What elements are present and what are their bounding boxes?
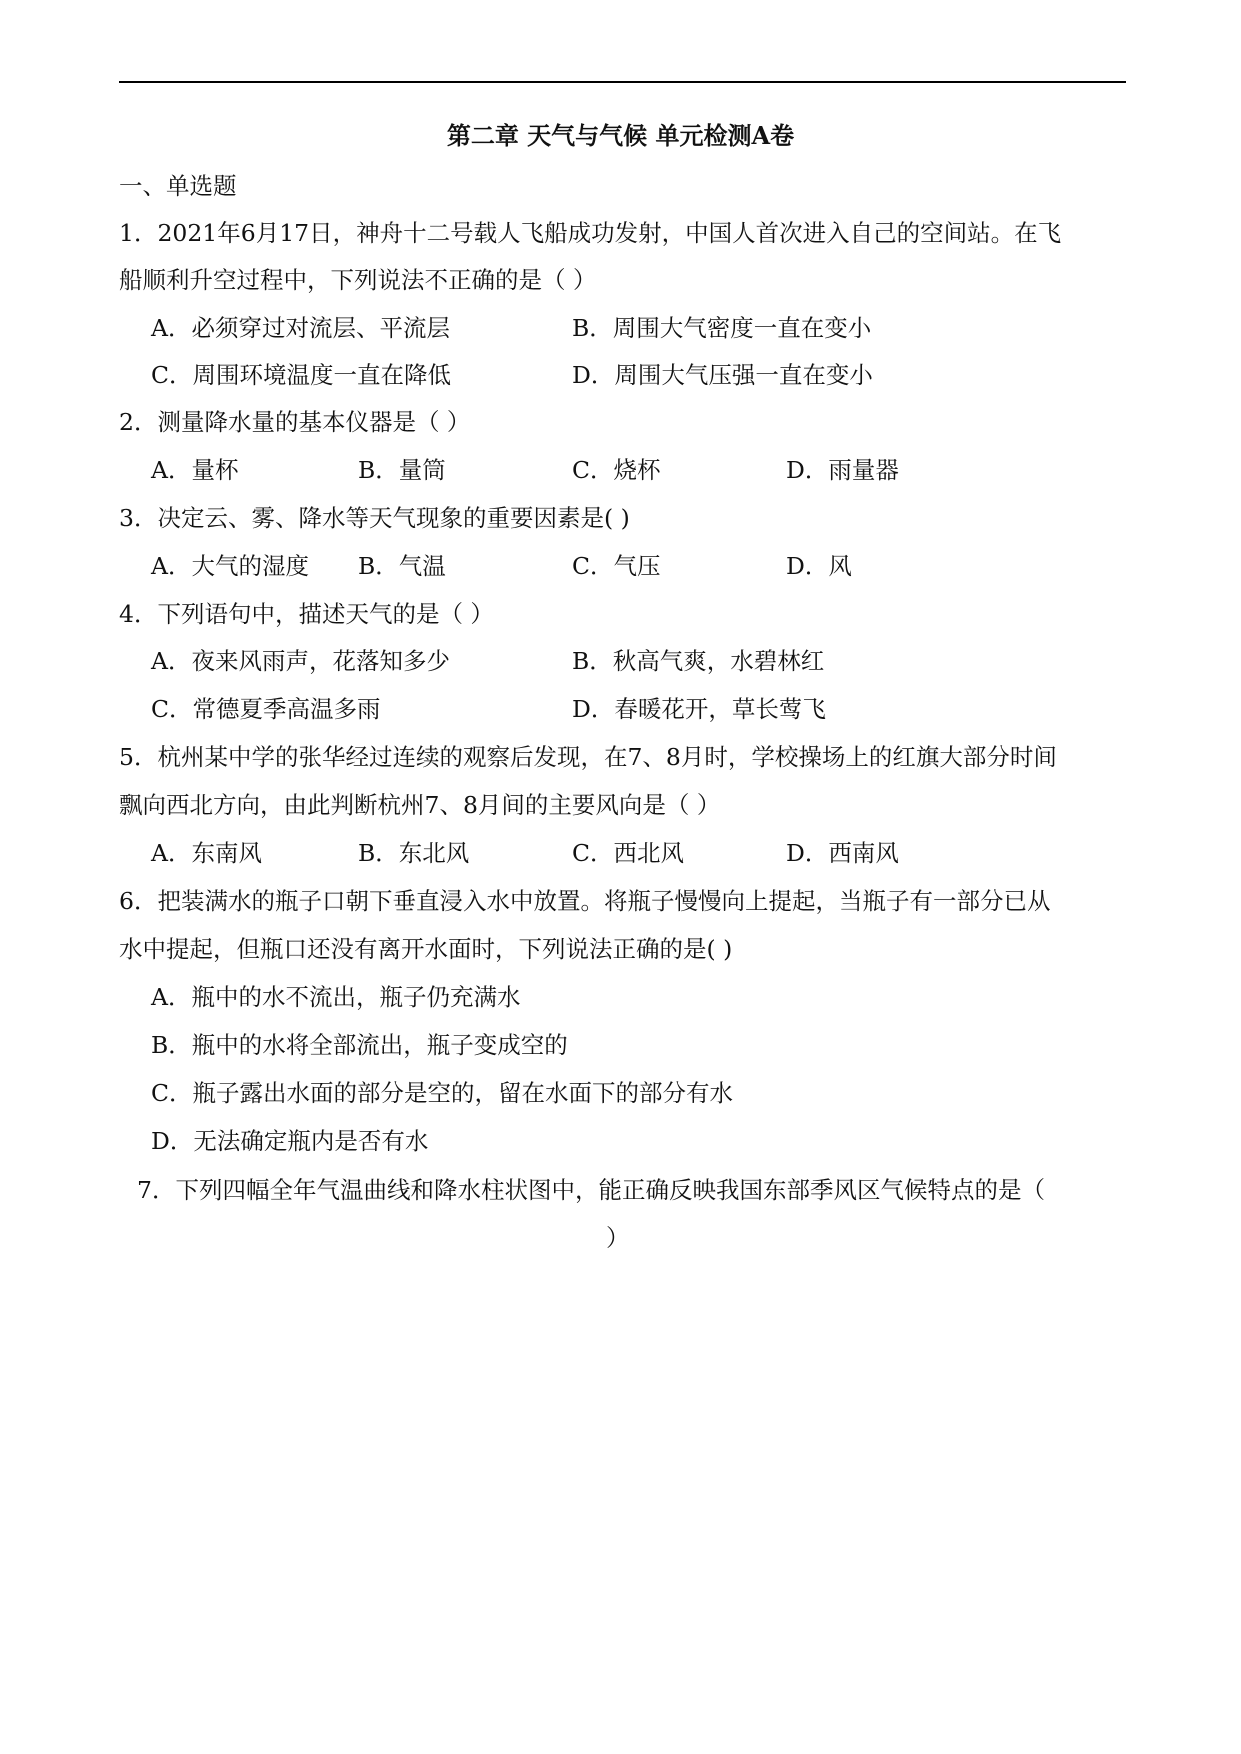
question-6-option-b: B．瓶中的水将全部流出，瓶子变成空的 (151, 1031, 568, 1059)
question-5-option-d: D．西南风 (786, 839, 899, 867)
question-5-option-c: C．西北风 (572, 839, 684, 867)
question-2-line-1: 2．测量降水量的基本仪器是（ ） (119, 408, 471, 436)
question-1-option-b: B．周围大气密度一直在变小 (572, 314, 872, 342)
question-2-option-a: A．量杯 (151, 456, 239, 484)
question-3-option-c: C．气压 (572, 552, 661, 580)
question-1-line-2: 船顺利升空过程中，下列说法不正确的是（ ） (119, 266, 597, 294)
question-4-option-d: D．春暖花开，草长莺飞 (572, 695, 826, 723)
question-5-option-b: B．东北风 (358, 839, 470, 867)
section-heading: 一、单选题 (119, 172, 237, 200)
question-1-option-a: A．必须穿过对流层、平流层 (151, 314, 450, 342)
question-7-line-1: 7．下列四幅全年气温曲线和降水柱状图中，能正确反映我国东部季风区气候特点的是（ (137, 1176, 1045, 1204)
question-6-line-1: 6．把装满水的瓶子口朝下垂直浸入水中放置。将瓶子慢慢向上提起，当瓶子有一部分已从 (119, 887, 1051, 915)
question-1-line-1: 1．2021年6月17日，神舟十二号载人飞船成功发射，中国人首次进入自己的空间站。在飞 (119, 219, 1062, 247)
question-6-option-a: A．瓶中的水不流出，瓶子仍充满水 (151, 983, 521, 1011)
question-3-option-b: B．气温 (358, 552, 446, 580)
question-3-option-a: A．大气的湿度 (151, 552, 309, 580)
header-rule (119, 81, 1126, 83)
question-5-line-2: 飘向西北方向，由此判断杭州7、8月间的主要风向是（ ） (119, 791, 721, 819)
question-1-option-c: C．周围环境温度一直在降低 (151, 361, 451, 389)
question-2-option-d: D．雨量器 (786, 456, 899, 484)
question-6-option-d: D．无法确定瓶内是否有水 (151, 1127, 429, 1155)
question-6-line-2: 水中提起，但瓶口还没有离开水面时，下列说法正确的是( ) (119, 935, 733, 963)
question-5-line-1: 5．杭州某中学的张华经过连续的观察后发现，在7、8月时，学校操场上的红旗大部分时间 (119, 743, 1057, 771)
question-5-option-a: A．东南风 (151, 839, 262, 867)
question-2-option-b: B．量筒 (358, 456, 446, 484)
question-4-option-c: C．常德夏季高温多雨 (151, 695, 381, 723)
question-4-line-1: 4．下列语句中，描述天气的是（ ） (119, 600, 494, 628)
question-2-option-c: C．烧杯 (572, 456, 661, 484)
question-3-line-1: 3．决定云、雾、降水等天气现象的重要因素是( ) (119, 504, 630, 532)
question-4-option-b: B．秋高气爽，水碧林红 (572, 647, 825, 675)
question-4-option-a: A．夜来风雨声，花落知多少 (151, 647, 450, 675)
question-6-option-c: C．瓶子露出水面的部分是空的，留在水面下的部分有水 (151, 1079, 733, 1107)
page-title: 第二章 天气与气候 单元检测A卷 (446, 121, 795, 150)
question-3-option-d: D．风 (786, 552, 852, 580)
question-1-option-d: D．周围大气压强一直在变小 (572, 361, 873, 389)
question-7-line-2: ） (606, 1224, 630, 1252)
